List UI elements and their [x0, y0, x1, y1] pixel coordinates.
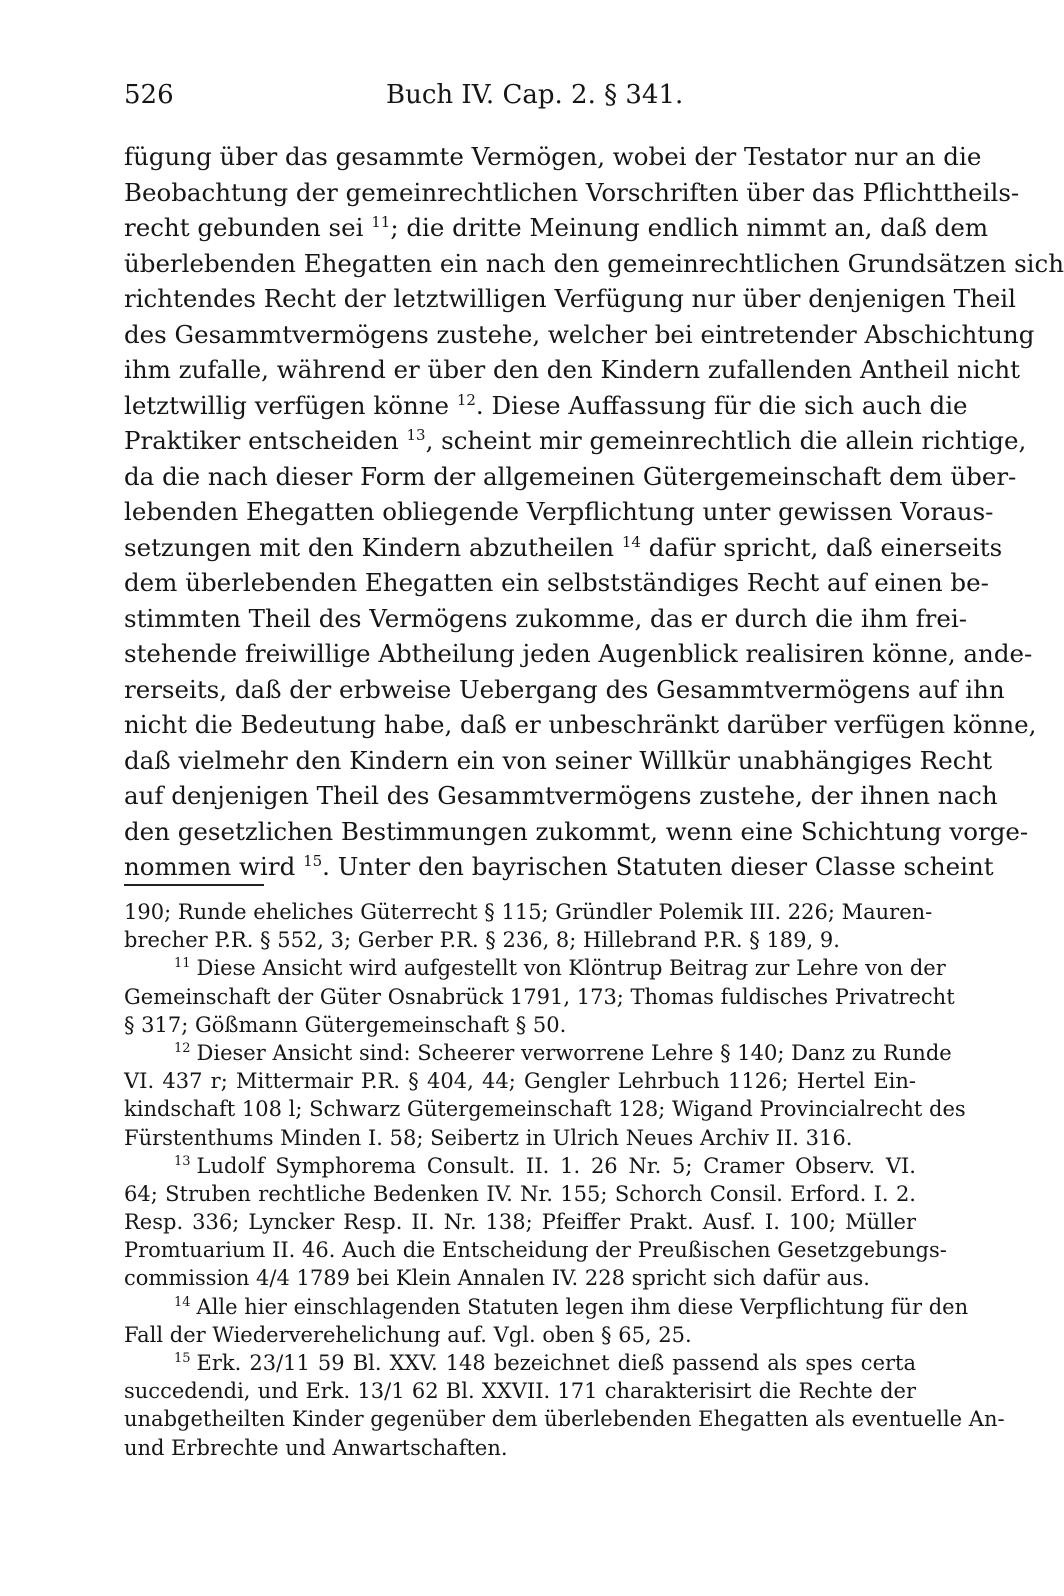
footnote-line: Fall der Wiederverehelichung auf. Vgl. oben § 65, 25.	[124, 1322, 692, 1347]
text-line: Praktiker entscheiden $^{13}$, scheint mir gemeinrechtlich die allein richtige,	[124, 425, 1027, 455]
footnote-line: § 317; Gößmann Gütergemeinschaft § 50.	[124, 1012, 567, 1037]
text-line: auf denjenigen Theil des Gesammtvermögens zustehe, der ihnen nach	[124, 781, 998, 810]
footnote-continuation	[124, 898, 933, 954]
page-header	[124, 80, 916, 120]
text-line: überlebenden Ehegatten ein nach den gemeinrechtlichen Grundsätzen sich	[124, 248, 1064, 278]
footnote-line: VI. 437 r; Mittermair P.R. § 404, 44; Gengler Lehrbuch 1126; Hertel Ein-	[124, 1069, 916, 1094]
text-line: des Gesammtvermögens zustehe, welcher bei eintretender Abschichtung	[124, 319, 1035, 349]
footnote-line: $^{11}$ Diese Ansicht wird aufgestellt von Klöntrup Beitrag zur Lehre von der	[174, 956, 946, 981]
footnote-line: unabgetheilten Kinder gegenüber dem überlebenden Ehegatten als eventuelle An-	[124, 1407, 1005, 1432]
footnote-ref[interactable]: 15	[303, 851, 323, 870]
footnote-mark: 15	[174, 1351, 191, 1366]
footnote-line: $^{14}$ Alle hier einschlagenden Statuten legen ihm diese Verpflichtung für den	[174, 1294, 969, 1319]
footnote-11	[124, 954, 955, 1039]
footnote-mark: 11	[174, 956, 191, 972]
text-line: stehende freiwillige Abtheilung jeden Augenblick realisiren könne, ande-	[124, 639, 1033, 668]
footnote-ref[interactable]: 12	[456, 390, 476, 409]
text-line: nicht die Bedeutung habe, daß er unbeschränkt darüber verfügen könne,	[124, 710, 1037, 739]
footnote-14	[124, 1293, 969, 1349]
footnote-ref[interactable]: 13	[406, 425, 426, 444]
footnote-13	[124, 1152, 947, 1293]
footnote-mark: 14	[174, 1294, 191, 1310]
text-line: setzungen mit den Kindern abzutheilen $^{14}$ dafür spricht, daß einerseits	[124, 532, 1003, 562]
footnote-line: $^{13}$ Ludolf Symphorema Consult. II. 1. 26 Nr. 5; Cramer Observ. VI.	[174, 1153, 916, 1178]
footnote-line: Fürstenthums Minden I. 58; Seibertz in Ulrich Neues Archiv II. 316.	[124, 1125, 853, 1150]
text-line: ihm zufalle, während er über den den Kindern zufallenden Antheil nicht	[124, 355, 1020, 384]
text-line: Beobachtung der gemeinrechtlichen Vorschriften über das Pflichttheils-	[124, 177, 1020, 207]
footnote-line: Gemeinschaft der Güter Osnabrück 1791, 173; Thomas fuldisches Privatrecht	[124, 984, 955, 1009]
footnote-mark: 13	[174, 1153, 191, 1169]
text-line: lebenden Ehegatten obliegende Verpflichtung unter gewissen Voraus-	[124, 497, 994, 526]
footnote-line: 64; Struben rechtliche Bedenken IV. Nr. 155; Schorch Consil. Erford. I. 2.	[124, 1181, 916, 1206]
text-line: recht gebunden sei $^{11}$; die dritte Meinung endlich nimmt an, daß dem	[124, 212, 989, 242]
main-text	[124, 139, 1064, 885]
footnote-12	[124, 1039, 966, 1152]
text-line: richtendes Recht der letztwilligen Verfügung nur über denjenigen Theil	[124, 284, 1016, 313]
page-number: 526	[124, 80, 174, 110]
text-line: rerseits, daß der erbweise Uebergang des Gesammtvermögens auf ihn	[124, 674, 1005, 704]
footnote-line: $^{15}$ Erk. 23/11 59 Bl. XXV. 148 bezeichnet dieß passend als spes certa	[174, 1351, 916, 1375]
footnotes	[124, 898, 1005, 1462]
text-line: den gesetzlichen Bestimmungen zukommt, wenn eine Schichtung vorge-	[124, 816, 1029, 846]
footnote-ref[interactable]: 14	[621, 532, 641, 551]
text-line: nommen wird $^{15}$. Unter den bayrischen Statuten dieser Classe scheint	[124, 851, 994, 881]
footnote-line: und Erbrechte und Anwartschaften.	[124, 1435, 508, 1460]
footnote-line: 190; Runde eheliches Güterrecht § 115; Gründler Polemik III. 226; Mauren-	[124, 900, 933, 924]
running-head: Buch IV. Cap. 2. § 341.	[386, 80, 684, 110]
text-line: stimmten Theil des Vermögens zukomme, das er durch die ihm frei-	[124, 603, 967, 633]
footnote-mark: 12	[174, 1040, 191, 1056]
footnote-line: brecher P.R. § 552, 3; Gerber P.R. § 236, 8; Hillebrand P.R. § 189, 9.	[124, 928, 840, 953]
text-line: daß vielmehr den Kindern ein von seiner Willkür unabhängiges Recht	[124, 745, 993, 775]
footnote-line: Resp. 336; Lyncker Resp. II. Nr. 138; Pfeiffer Prakt. Ausf. I. 100; Müller	[124, 1210, 916, 1235]
text-line: da die nach dieser Form der allgemeinen Gütergemeinschaft dem über-	[124, 461, 1017, 491]
text-line: fügung über das gesammte Vermögen, wobei der Testator nur an die	[124, 142, 982, 171]
footnote-15	[124, 1349, 1005, 1462]
footnote-separator	[124, 884, 264, 886]
footnote-line: succedendi, und Erk. 13/1 62 Bl. XXVII. 171 charakterisirt die Rechte der	[124, 1379, 916, 1404]
footnote-line: commission 4/4 1789 bei Klein Annalen IV. 228 spricht sich dafür aus.	[124, 1266, 870, 1291]
text-line: letztwillig verfügen könne $^{12}$. Diese Auffassung für die sich auch die	[124, 390, 968, 420]
footnote-line: kindschaft 108 l; Schwarz Gütergemeinschaft 128; Wigand Provincialrecht des	[124, 1097, 966, 1122]
footnote-ref[interactable]: 11	[371, 212, 391, 231]
text-line: dem überlebenden Ehegatten ein selbstständiges Recht auf einen be-	[124, 568, 989, 597]
footnote-line: Promtuarium II. 46. Auch die Entscheidung der Preußischen Gesetzgebungs-	[124, 1238, 947, 1263]
footnote-line: $^{12}$ Dieser Ansicht sind: Scheerer verworrene Lehre § 140; Danz zu Runde	[174, 1040, 952, 1065]
